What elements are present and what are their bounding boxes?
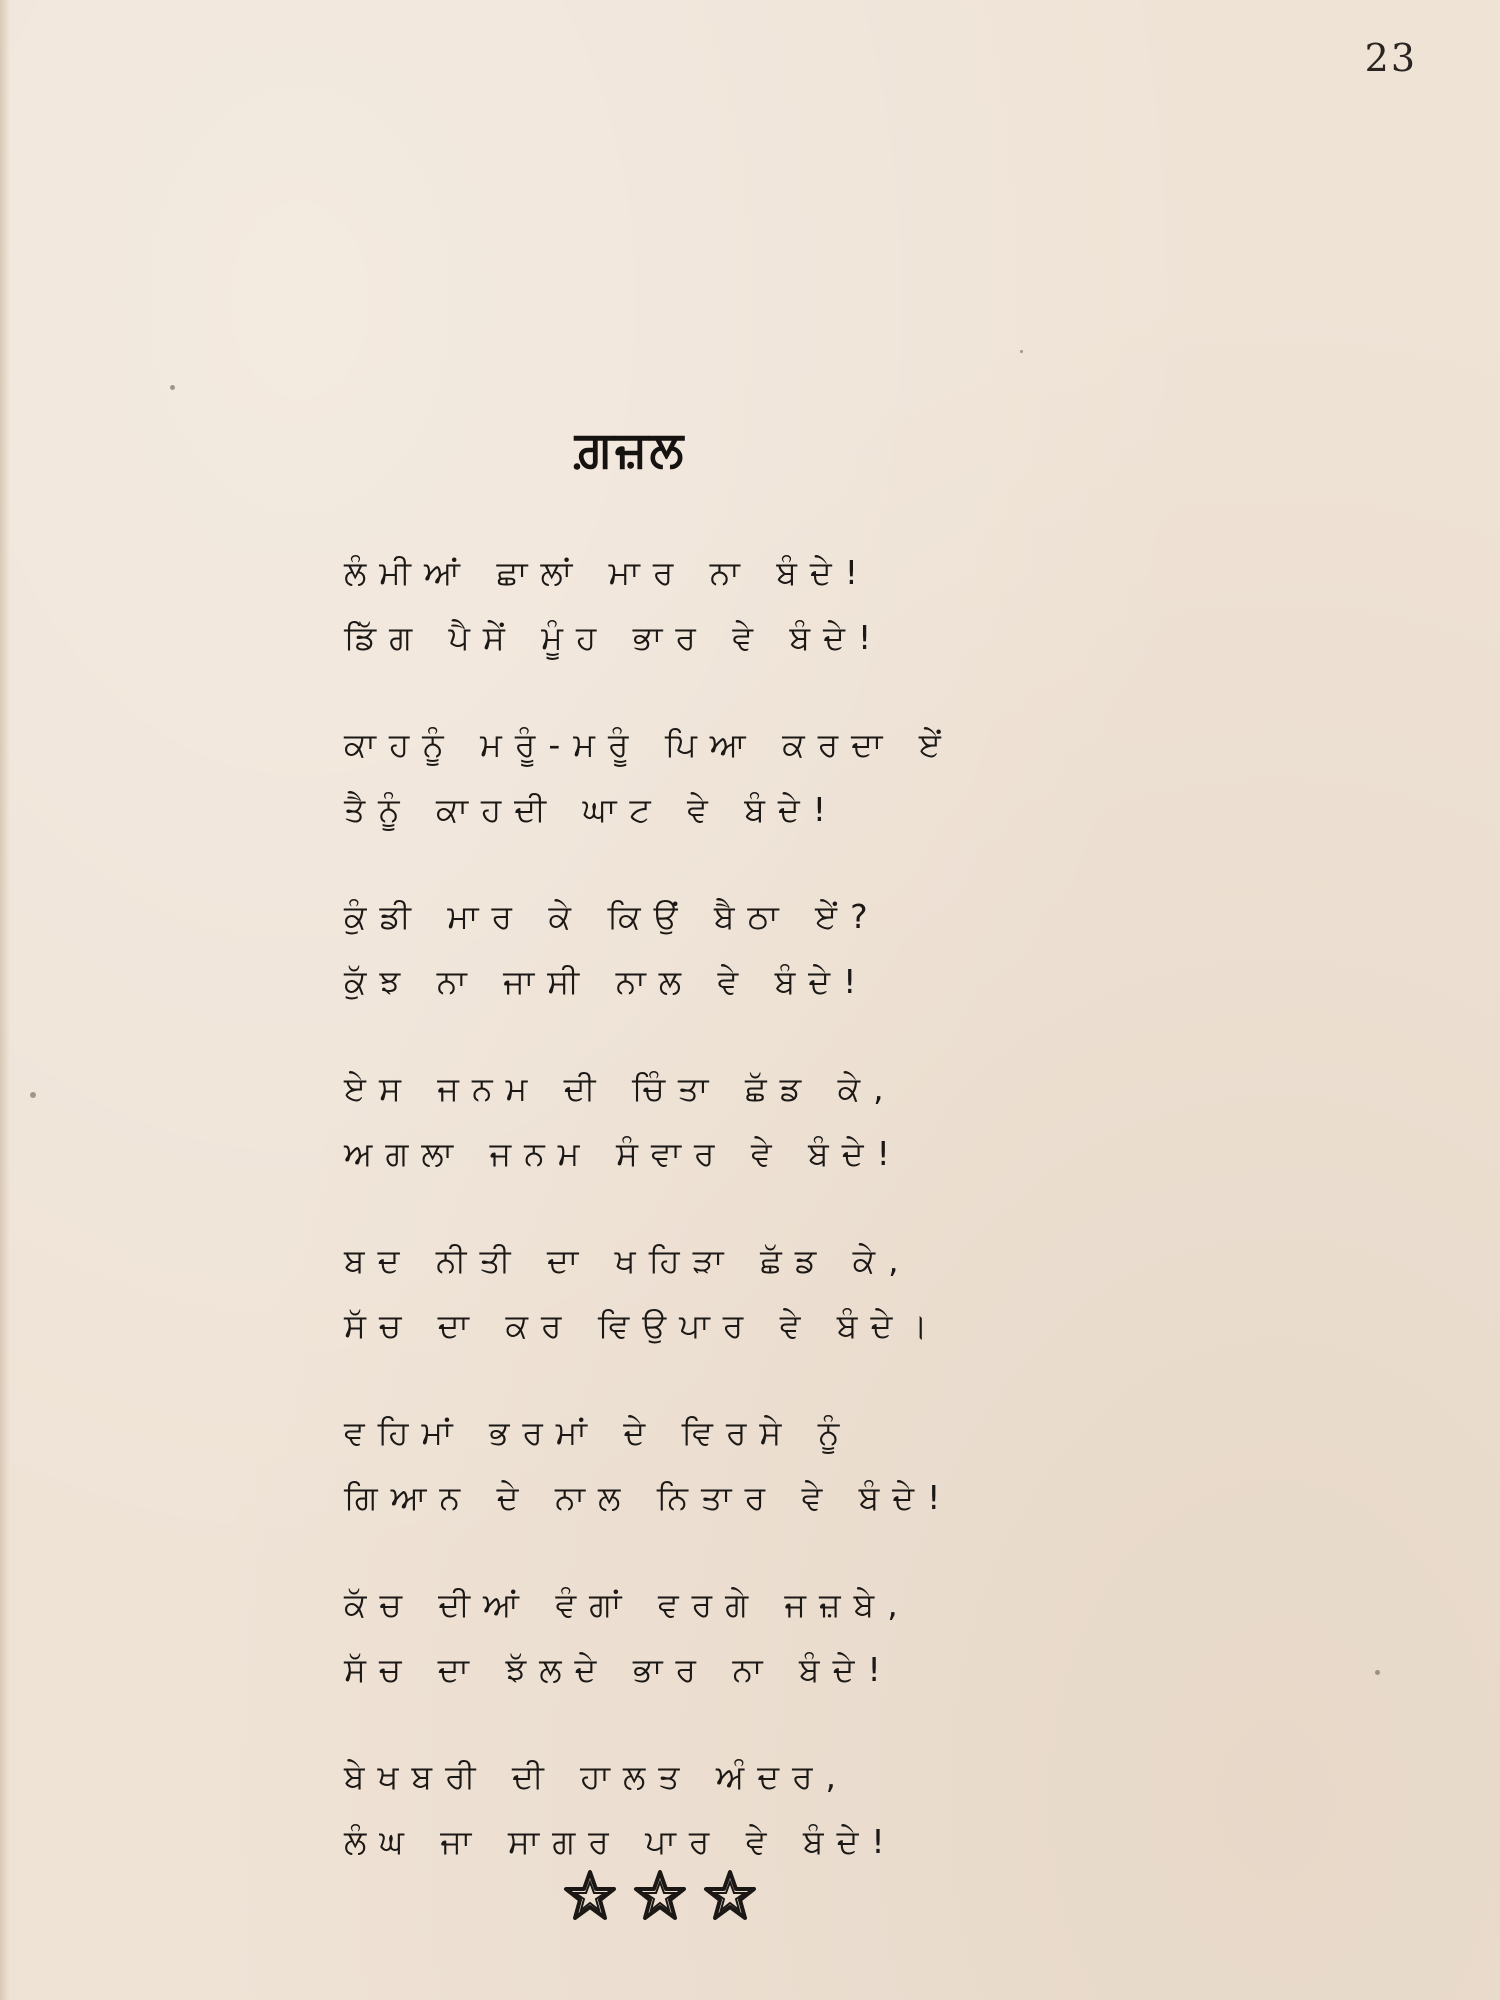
poem-line: ਸੱਚ ਦਾ ਕਰ ਵਿਉਪਾਰ ਵੇ ਬੰਦੇ। [344,1306,941,1345]
poem-line: ਤੈਨੂੰ ਕਾਹਦੀ ਘਾਟ ਵੇ ਬੰਦੇ! [344,790,839,829]
poem-line: ਕੁੱਝ ਨਾ ਜਾਸੀ ਨਾਲ ਵੇ ਬੰਦੇ! [344,962,870,1001]
stanza [344,884,964,1014]
stanza [344,1228,964,1358]
poem-line: ਗਿਆਨ ਦੇ ਨਾਲ ਨਿਤਾਰ ਵੇ ਬੰਦੇ! [344,1478,954,1517]
paper-speck [1020,350,1023,353]
poem-line: ਏਸ ਜਨਮ ਦੀ ਚਿੰਤਾ ਛੱਡ ਕੇ, [344,1069,897,1108]
stanza [344,1400,964,1530]
star-icon [560,1866,620,1926]
poem-line: ਲੰਘ ਜਾ ਸਾਗਰ ਪਾਰ ਵੇ ਬੰਦੇ! [344,1822,898,1861]
poem-line: ਬਦ ਨੀਤੀ ਦਾ ਖਹਿੜਾ ਛੱਡ ਕੇ, [344,1241,912,1280]
three-stars-icon [560,1866,780,1926]
poem-line: ਵਹਿਮਾਂ ਭਰਮਾਂ ਦੇ ਵਿਰਸੇ ਨੂੰ [344,1413,853,1452]
poem-line: ਸੱਚ ਦਾ ਝੱਲਦੇ ਭਾਰ ਨਾ ਬੰਦੇ! [344,1650,894,1689]
star-icon [700,1866,760,1926]
poem-line: ਕਾਹਨੂੰ ਮਰੂੰ-ਮਰੂੰ ਪਿਆ ਕਰਦਾ ਏਂ [344,725,954,764]
paper-speck [1375,1670,1380,1675]
stanza [344,712,964,842]
stanza [344,1572,964,1702]
poem-line: ਲੰਮੀਆਂ ਛਾਲਾਂ ਮਾਰ ਨਾ ਬੰਦੇ! [344,553,871,592]
poem-line: ਡਿੱਗ ਪੈਸੇਂ ਮੂੰਹ ਭਾਰ ਵੇ ਬੰਦੇ! [344,618,885,657]
page-edge-shadow [0,0,10,2000]
stanza [344,1744,964,1874]
poem-body [344,540,964,1916]
poem-line: ਕੱਚ ਦੀਆਂ ਵੰਗਾਂ ਵਰਗੇ ਜਜ਼ਬੇ, [344,1585,911,1624]
poem-title: ਗ਼ਜ਼ਲ [574,420,686,478]
paper-speck [170,385,175,390]
star-icon [630,1866,690,1926]
page-number: 23 [1364,36,1417,80]
stanza [344,540,964,670]
poem-line: ਬੇਖਬਰੀ ਦੀ ਹਾਲਤ ਅੰਦਰ, [344,1757,850,1796]
poem-line: ਕੁੰਡੀ ਮਾਰ ਕੇ ਕਿਉਂ ਬੈਠਾ ਏਂ? [344,897,881,936]
paper-speck [30,1092,36,1098]
poem-line: ਅਗਲਾ ਜਨਮ ਸੰਵਾਰ ਵੇ ਬੰਦੇ! [344,1134,903,1173]
stanza [344,1056,964,1186]
